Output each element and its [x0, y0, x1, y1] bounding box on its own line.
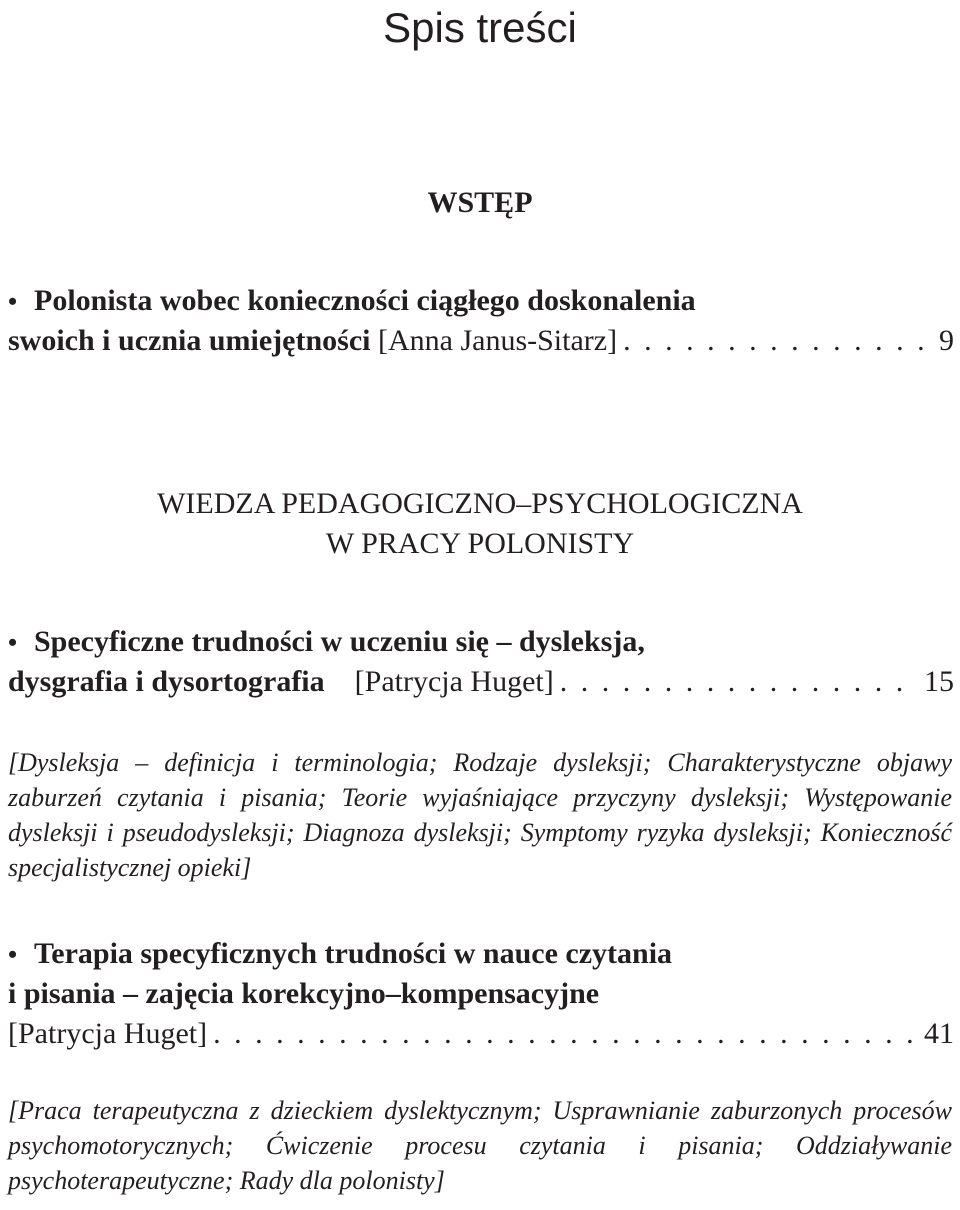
entry-author: [Anna Janus-Sitarz]	[377, 324, 618, 357]
bullet-icon: •	[8, 940, 18, 969]
page-number: 15	[924, 665, 954, 698]
toc-entry[interactable]	[8, 281, 954, 361]
bullet-icon: •	[8, 628, 18, 657]
section-heading-line1: WIEDZA PEDAGOGICZNO–PSYCHOLOGICZNA	[157, 487, 803, 520]
bullet-icon: •	[8, 287, 18, 316]
entry-last-line: swoich i ucznia umiejętności [Anna Janus-Sitarz] . . . 9	[8, 321, 954, 361]
entry-author: [Patrycja Huget]	[354, 665, 554, 698]
dot-leader	[560, 662, 918, 702]
entry-title-line: • Specyficzne trudności w uczeniu się – dysleksja,	[8, 622, 954, 662]
page-title: Spis treści	[383, 4, 577, 51]
entry-last-line	[8, 1014, 954, 1054]
entry-description: [Praca terapeutyczna z dzieckiem dyslektycznym; Usprawnianie zaburzonych procesów psychomotorycznych; Ćwiczenie procesu czytania i pisania; Oddziaływanie psychoterapeutyczne; Rady dla polonisty]	[8, 1096, 952, 1195]
toc-entry[interactable]	[8, 934, 954, 1054]
entry-description: [Dysleksja – definicja i terminologia; Rodzaje dysleksji; Charakterystyczne objawy zaburzeń czytania i pisania; Teorie wyjaśniające przyczyny dysleksji; Występowanie dysleksji i pseudodysleksji; Diagnoza dysleksji; Symptomy ryzyka dysleksji; Konieczność specjalistycznej opieki]	[8, 748, 952, 882]
page-number: 41	[924, 1017, 954, 1050]
page-number: 9	[939, 324, 954, 357]
entry-title-line: • Terapia specyficznych trudności w nauce czytania	[8, 934, 954, 974]
entry-title-line: i pisania – zajęcia korekcyjno–kompensacyjne	[8, 977, 600, 1010]
dot-leader	[623, 321, 933, 361]
section-heading-wstep: WSTĘP	[427, 186, 533, 219]
section-heading-line2: W PRACY POLONISTY	[325, 527, 635, 560]
dot-leader	[213, 1014, 918, 1054]
toc-entry[interactable]	[8, 622, 954, 702]
entry-title-line: • Polonista wobec konieczności ciągłego doskonalenia	[8, 281, 954, 321]
entry-last-line: dysgrafia i dysortografia [Patrycja Huget] . . . 15	[8, 662, 954, 702]
entry-author: [Patrycja Huget]	[8, 1017, 208, 1050]
